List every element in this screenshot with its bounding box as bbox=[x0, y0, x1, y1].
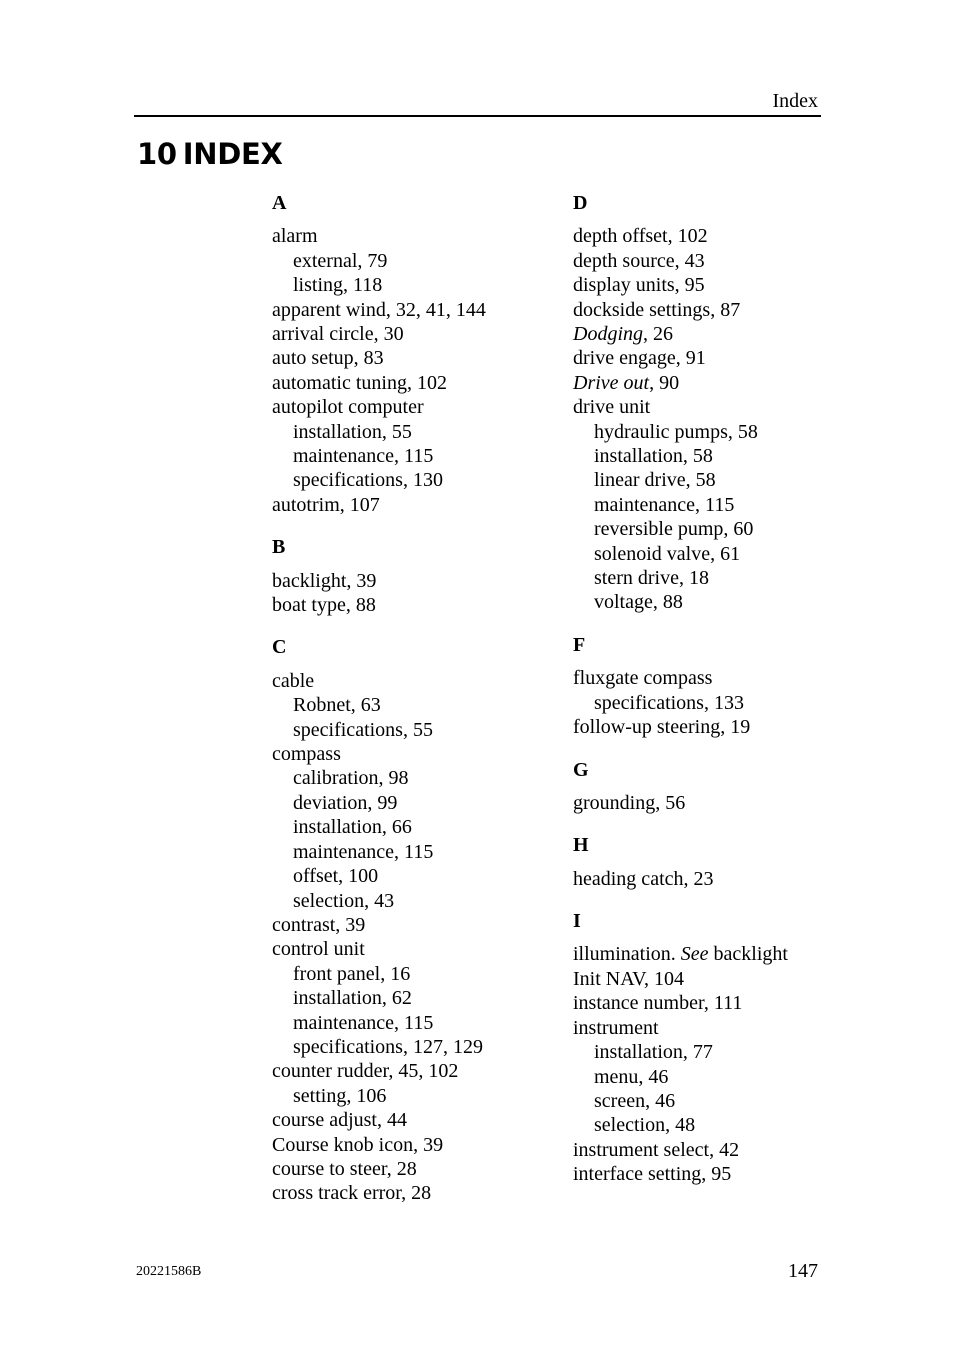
entry-text: Init NAV, 104 bbox=[573, 967, 684, 990]
entry-text: installation, 62 bbox=[293, 987, 412, 1010]
entry-text: follow-up steering, 19 bbox=[573, 716, 751, 739]
entry-see-target: backlight bbox=[708, 943, 788, 966]
index-subentry bbox=[573, 590, 833, 614]
entry-text: reversible pump, 60 bbox=[594, 518, 754, 541]
index-entry bbox=[272, 346, 532, 370]
section-letter: G bbox=[573, 758, 589, 781]
index-subentry bbox=[272, 986, 532, 1010]
index-entry bbox=[573, 249, 833, 273]
index-entry bbox=[272, 1157, 532, 1181]
document-number: 20221586B bbox=[136, 1264, 202, 1279]
index-subentry bbox=[573, 542, 833, 566]
entry-text: maintenance, 115 bbox=[594, 493, 735, 516]
index-subentry bbox=[272, 815, 532, 839]
entry-text: linear drive, 58 bbox=[594, 469, 716, 492]
entry-text: listing, 118 bbox=[293, 274, 383, 297]
entry-italic-term: Dodging bbox=[573, 323, 643, 346]
index-subentry bbox=[272, 693, 532, 717]
index-entry bbox=[573, 942, 833, 966]
index-subentry bbox=[272, 249, 532, 273]
entry-text: course adjust, 44 bbox=[272, 1109, 407, 1132]
entry-text: installation, 77 bbox=[594, 1041, 713, 1064]
entry-text: selection, 43 bbox=[293, 889, 395, 912]
index-entry bbox=[573, 298, 833, 322]
entry-text: drive engage, 91 bbox=[573, 347, 706, 370]
index-section-d bbox=[573, 191, 833, 615]
section-letter: C bbox=[272, 636, 287, 659]
entry-text: counter rudder, 45, 102 bbox=[272, 1060, 459, 1083]
entry-text: menu, 46 bbox=[594, 1065, 669, 1088]
entry-text: Course knob icon, 39 bbox=[272, 1133, 444, 1156]
index-subentry bbox=[272, 273, 532, 297]
entry-text: instrument select, 42 bbox=[573, 1138, 740, 1161]
running-head: Index bbox=[772, 90, 818, 112]
entry-text: specifications, 133 bbox=[594, 691, 744, 714]
index-section-f bbox=[573, 633, 833, 740]
index-entry bbox=[272, 1181, 532, 1205]
entry-text: front panel, 16 bbox=[293, 962, 411, 985]
index-entry bbox=[573, 346, 833, 370]
entry-text: deviation, 99 bbox=[293, 791, 398, 814]
index-entry bbox=[272, 322, 532, 346]
entry-text: maintenance, 115 bbox=[293, 1011, 434, 1034]
index-entry bbox=[573, 1162, 833, 1186]
entry-text: display units, 95 bbox=[573, 274, 705, 297]
index-entry bbox=[272, 1133, 532, 1157]
index-subentry bbox=[272, 1035, 532, 1059]
index-subentry bbox=[272, 791, 532, 815]
entry-text: solenoid valve, 61 bbox=[594, 542, 741, 565]
index-subentry bbox=[573, 420, 833, 444]
index-subentry bbox=[573, 1065, 833, 1089]
entry-text: cross track error, 28 bbox=[272, 1182, 432, 1205]
index-subentry bbox=[573, 517, 833, 541]
index-entry bbox=[272, 371, 532, 395]
index-section-g bbox=[573, 758, 833, 816]
index-subentry bbox=[272, 864, 532, 888]
index-subentry bbox=[272, 889, 532, 913]
index-entry bbox=[573, 395, 833, 419]
index-entry bbox=[573, 666, 833, 690]
index-subentry bbox=[272, 962, 532, 986]
entry-text: arrival circle, 30 bbox=[272, 323, 404, 346]
entry-text: screen, 46 bbox=[594, 1089, 676, 1112]
index-entry bbox=[272, 669, 532, 693]
section-letter: I bbox=[573, 910, 581, 933]
entry-text: offset, 100 bbox=[293, 865, 379, 888]
entry-text: grounding, 56 bbox=[573, 791, 686, 814]
index-column-left bbox=[272, 191, 532, 1224]
index-entry bbox=[573, 322, 833, 346]
index-entry bbox=[272, 1108, 532, 1132]
index-entry bbox=[272, 493, 532, 517]
entry-text: boat type, 88 bbox=[272, 594, 376, 617]
entry-text: contrast, 39 bbox=[272, 913, 366, 936]
index-subentry bbox=[272, 444, 532, 468]
entry-see-reference: See bbox=[680, 943, 709, 966]
index-subentry bbox=[272, 1011, 532, 1035]
index-section-a bbox=[272, 191, 532, 517]
index-entry bbox=[573, 791, 833, 815]
index-subentry bbox=[573, 691, 833, 715]
index-subentry bbox=[573, 1040, 833, 1064]
page-number: 147 bbox=[788, 1260, 818, 1282]
entry-text: illumination. bbox=[573, 943, 681, 966]
index-entry bbox=[272, 569, 532, 593]
index-section-h bbox=[573, 833, 833, 891]
index-section-i bbox=[573, 909, 833, 1186]
entry-text: alarm bbox=[272, 225, 318, 248]
entry-text: specifications, 130 bbox=[293, 469, 443, 492]
entry-text: compass bbox=[272, 743, 341, 766]
section-letter: H bbox=[573, 834, 589, 857]
header-rule bbox=[134, 115, 821, 117]
index-entry bbox=[272, 913, 532, 937]
index-entry bbox=[573, 1138, 833, 1162]
entry-text: instance number, 111 bbox=[573, 992, 743, 1015]
index-subentry bbox=[573, 468, 833, 492]
entry-text: apparent wind, 32, 41, 144 bbox=[272, 298, 486, 321]
index-subentry bbox=[573, 1113, 833, 1137]
entry-text: specifications, 55 bbox=[293, 718, 433, 741]
chapter-heading bbox=[137, 136, 283, 172]
entry-text: interface setting, 95 bbox=[573, 1163, 732, 1186]
index-entry bbox=[272, 224, 532, 248]
section-letter: B bbox=[272, 536, 286, 559]
entry-text: depth offset, 102 bbox=[573, 225, 708, 248]
entry-text: course to steer, 28 bbox=[272, 1157, 417, 1180]
chapter-title: INDEX bbox=[182, 137, 283, 171]
entry-text: cable bbox=[272, 669, 315, 692]
index-subentry bbox=[573, 493, 833, 517]
chapter-number: 10 bbox=[137, 137, 177, 171]
index-entry bbox=[573, 224, 833, 248]
entry-text: , 90 bbox=[649, 371, 680, 394]
entry-text: selection, 48 bbox=[594, 1114, 696, 1137]
entry-text: , 26 bbox=[643, 323, 673, 346]
entry-text: automatic tuning, 102 bbox=[272, 371, 447, 394]
section-letter: F bbox=[573, 633, 586, 656]
index-section-b bbox=[272, 535, 532, 617]
index-section-c bbox=[272, 635, 532, 1205]
entry-text: installation, 66 bbox=[293, 816, 412, 839]
entry-text: stern drive, 18 bbox=[594, 567, 709, 590]
entry-text: autotrim, 107 bbox=[272, 493, 380, 516]
entry-text: auto setup, 83 bbox=[272, 347, 384, 370]
entry-text: instrument bbox=[573, 1016, 659, 1039]
section-letter: D bbox=[573, 192, 588, 214]
entry-text: dockside settings, 87 bbox=[573, 298, 741, 321]
entry-text: installation, 58 bbox=[594, 445, 713, 468]
entry-text: setting, 106 bbox=[293, 1084, 387, 1107]
index-entry bbox=[573, 273, 833, 297]
index-entry bbox=[272, 593, 532, 617]
index-entry bbox=[272, 298, 532, 322]
entry-text: backlight, 39 bbox=[272, 569, 377, 592]
index-entry bbox=[573, 967, 833, 991]
entry-text: autopilot computer bbox=[272, 396, 424, 419]
entry-text: Robnet, 63 bbox=[293, 694, 381, 717]
index-column-right bbox=[573, 191, 833, 1205]
index-subentry bbox=[573, 1089, 833, 1113]
index-entry bbox=[573, 371, 833, 395]
entry-text: voltage, 88 bbox=[594, 591, 683, 614]
index-subentry bbox=[272, 468, 532, 492]
index-subentry bbox=[272, 840, 532, 864]
entry-text: depth source, 43 bbox=[573, 249, 705, 272]
index-entry bbox=[272, 395, 532, 419]
index-subentry bbox=[573, 444, 833, 468]
entry-italic-term: Drive out bbox=[573, 371, 650, 394]
index-entry bbox=[573, 1016, 833, 1040]
entry-text: specifications, 127, 129 bbox=[293, 1035, 483, 1058]
entry-text: external, 79 bbox=[293, 249, 388, 272]
index-subentry bbox=[272, 718, 532, 742]
entry-text: maintenance, 115 bbox=[293, 840, 434, 863]
index-subentry bbox=[272, 420, 532, 444]
entry-text: drive unit bbox=[573, 396, 651, 419]
entry-text: calibration, 98 bbox=[293, 767, 409, 790]
entry-text: heading catch, 23 bbox=[573, 867, 714, 890]
entry-text: installation, 55 bbox=[293, 420, 412, 443]
index-entry bbox=[272, 742, 532, 766]
index-subentry bbox=[272, 766, 532, 790]
entry-text: control unit bbox=[272, 938, 365, 961]
entry-text: maintenance, 115 bbox=[293, 445, 434, 468]
index-entry bbox=[573, 715, 833, 739]
entry-text: fluxgate compass bbox=[573, 667, 713, 690]
index-entry bbox=[272, 937, 532, 961]
entry-text: hydraulic pumps, 58 bbox=[594, 420, 758, 443]
index-subentry bbox=[272, 1084, 532, 1108]
index-entry bbox=[272, 1059, 532, 1083]
section-letter: A bbox=[272, 192, 287, 214]
index-subentry bbox=[573, 566, 833, 590]
index-entry bbox=[573, 867, 833, 891]
index-entry bbox=[573, 991, 833, 1015]
